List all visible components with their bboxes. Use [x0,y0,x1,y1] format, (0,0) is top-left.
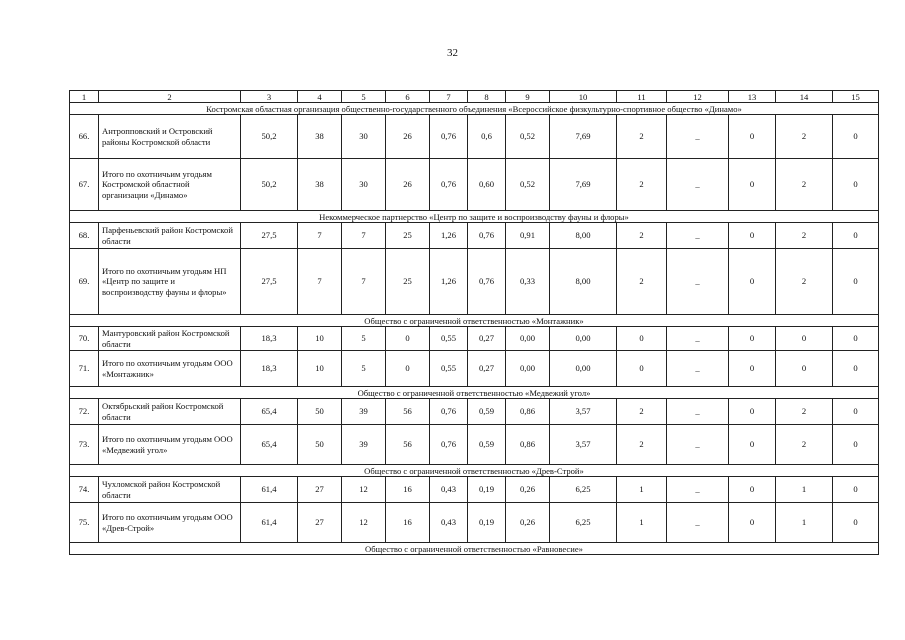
row-value: 7 [342,223,386,249]
row-value: 0 [386,327,430,351]
table-row [70,223,879,249]
row-value: 5 [342,351,386,387]
row-value: 0 [617,327,667,351]
row-value: 0,76 [430,399,468,425]
row-value: 0,55 [430,327,468,351]
row-value: 0,00 [550,327,617,351]
row-value: 0,76 [430,115,468,159]
row-value: 65,4 [241,425,298,465]
section-title-row [70,387,879,399]
row-value: 56 [386,399,430,425]
row-value: 2 [776,159,833,211]
row-value: 0 [833,351,879,387]
column-header: 4 [298,91,342,103]
column-header: 6 [386,91,430,103]
row-value: 0,26 [506,477,550,503]
row-value: 26 [386,159,430,211]
column-header: 14 [776,91,833,103]
row-value: 30 [342,115,386,159]
section-title: Общество с ограниченной ответственностью «Медвежий угол» [70,387,879,399]
row-value: 18,3 [241,351,298,387]
row-value: 2 [776,399,833,425]
row-value: 38 [298,159,342,211]
row-name: Мантуровский район Костромской области [99,327,241,351]
row-value: 0 [833,159,879,211]
row-value: 56 [386,425,430,465]
table-body [70,91,879,555]
row-value: 65,4 [241,399,298,425]
row-value: 0 [386,351,430,387]
row-value: 7,69 [550,159,617,211]
row-value: 30 [342,159,386,211]
row-value: 16 [386,503,430,543]
column-header: 9 [506,91,550,103]
row-name: Итого по охотничьим угодьям ООО «Древ-Строй» [99,503,241,543]
hunting-grounds-table [69,90,879,555]
row-value: 2 [776,249,833,315]
row-value: 0 [776,351,833,387]
row-value: 2 [617,223,667,249]
row-value: 0,19 [468,503,506,543]
section-title-row [70,543,879,555]
row-name: Парфеньевский район Костромской области [99,223,241,249]
row-value: 0 [729,327,776,351]
row-value: 1 [617,477,667,503]
row-value: 0 [776,327,833,351]
row-value: 2 [617,249,667,315]
row-value: 0,86 [506,425,550,465]
row-value: 2 [776,223,833,249]
row-value: 16 [386,477,430,503]
table-row [70,159,879,211]
row-value: 0,86 [506,399,550,425]
row-value: 0,76 [430,425,468,465]
row-value: 0,00 [550,351,617,387]
row-value: 50,2 [241,159,298,211]
column-header: 11 [617,91,667,103]
row-value: 2 [617,399,667,425]
row-value: 0,6 [468,115,506,159]
row-value: 1,26 [430,249,468,315]
row-value: 0 [833,115,879,159]
row-value: 0,26 [506,503,550,543]
row-value: _ [667,327,729,351]
row-value: 0 [617,351,667,387]
column-header: 1 [70,91,99,103]
row-value: 27 [298,477,342,503]
row-value: 0 [729,503,776,543]
row-value: 61,4 [241,503,298,543]
row-value: 6,25 [550,477,617,503]
row-value: _ [667,425,729,465]
row-value: 27,5 [241,249,298,315]
row-value: 10 [298,351,342,387]
row-value: 7,69 [550,115,617,159]
section-title-row [70,211,879,223]
row-value: 1,26 [430,223,468,249]
column-header-row [70,91,879,103]
column-header: 13 [729,91,776,103]
row-name: Итого по охотничьим угодьям НП «Центр по защите и воспроизводству фауны и флоры» [99,249,241,315]
row-value: 2 [617,159,667,211]
row-value: 0,00 [506,327,550,351]
section-title: Общество с ограниченной ответственностью «Равновесие» [70,543,879,555]
row-value: 0,76 [468,249,506,315]
row-value: 50 [298,399,342,425]
row-value: 0,60 [468,159,506,211]
row-number: 67. [70,159,99,211]
row-number: 68. [70,223,99,249]
row-value: 6,25 [550,503,617,543]
row-value: 0,43 [430,503,468,543]
row-value: 0,33 [506,249,550,315]
row-value: 1 [776,477,833,503]
row-number: 70. [70,327,99,351]
row-value: 2 [617,425,667,465]
row-value: 0 [729,351,776,387]
row-value: 0 [729,223,776,249]
row-value: 7 [298,249,342,315]
row-value: 0,19 [468,477,506,503]
row-value: 0 [729,159,776,211]
row-value: 0 [833,477,879,503]
row-value: 0 [833,503,879,543]
row-value: 50,2 [241,115,298,159]
table-row [70,503,879,543]
row-value: 1 [776,503,833,543]
row-value: 5 [342,327,386,351]
row-value: 18,3 [241,327,298,351]
row-value: 0 [833,327,879,351]
row-value: 0,59 [468,399,506,425]
row-value: 0 [729,115,776,159]
row-value: 39 [342,399,386,425]
column-header: 10 [550,91,617,103]
row-value: _ [667,115,729,159]
row-value: 1 [617,503,667,543]
row-value: 12 [342,503,386,543]
row-value: 61,4 [241,477,298,503]
table-row [70,351,879,387]
column-header: 8 [468,91,506,103]
row-value: _ [667,399,729,425]
row-value: 26 [386,115,430,159]
row-value: 0,55 [430,351,468,387]
row-number: 71. [70,351,99,387]
row-name: Антропповский и Островский районы Костромской области [99,115,241,159]
row-number: 74. [70,477,99,503]
row-value: 0,27 [468,327,506,351]
row-value: 0,76 [468,223,506,249]
row-name: Итого по охотничьим угодьям ООО «Монтажник» [99,351,241,387]
row-value: 8,00 [550,249,617,315]
row-value: _ [667,351,729,387]
row-value: 27 [298,503,342,543]
column-header: 12 [667,91,729,103]
table-row [70,425,879,465]
row-name: Октябрьский район Костромской области [99,399,241,425]
row-value: 0,27 [468,351,506,387]
row-value: _ [667,503,729,543]
row-name: Итого по охотничьим угодьям Костромской областной организации «Динамо» [99,159,241,211]
section-title: Некоммерческое партнерство «Центр по защите и воспроизводству фауны и флоры» [70,211,879,223]
row-value: 50 [298,425,342,465]
row-value: 10 [298,327,342,351]
row-value: 0 [729,425,776,465]
row-value: 0,59 [468,425,506,465]
table-row [70,477,879,503]
row-value: 0 [833,249,879,315]
row-number: 69. [70,249,99,315]
table-row [70,249,879,315]
row-value: 0,91 [506,223,550,249]
row-value: 0,52 [506,115,550,159]
row-value: 2 [617,115,667,159]
row-value: 0 [833,223,879,249]
row-value: 0 [729,399,776,425]
row-value: _ [667,159,729,211]
row-value: 39 [342,425,386,465]
row-value: _ [667,223,729,249]
table-row [70,115,879,159]
row-value: 0,00 [506,351,550,387]
row-name: Чухломской район Костромской области [99,477,241,503]
row-value: _ [667,249,729,315]
table-row [70,399,879,425]
row-value: 0,52 [506,159,550,211]
column-header: 7 [430,91,468,103]
row-name: Итого по охотничьим угодьям ООО «Медвежий угол» [99,425,241,465]
row-value: 7 [298,223,342,249]
page-number: 32 [447,47,458,59]
row-value: 2 [776,115,833,159]
column-header: 3 [241,91,298,103]
section-title-row [70,315,879,327]
row-value: 0 [729,249,776,315]
row-number: 66. [70,115,99,159]
section-title: Костромская областная организация общественно-государственного объединения «Всероссийское физкультурно-спортивное общество «Динамо» [70,103,879,115]
row-value: 25 [386,249,430,315]
row-value: 0,76 [430,159,468,211]
section-title: Общество с ограниченной ответственностью «Древ-Строй» [70,465,879,477]
row-number: 73. [70,425,99,465]
row-value: 12 [342,477,386,503]
column-header: 15 [833,91,879,103]
row-value: 38 [298,115,342,159]
column-header: 2 [99,91,241,103]
section-title-row [70,103,879,115]
row-value: 7 [342,249,386,315]
row-value: 0,43 [430,477,468,503]
row-value: 3,57 [550,399,617,425]
column-header: 5 [342,91,386,103]
row-value: 25 [386,223,430,249]
row-value: 0 [833,425,879,465]
row-value: 3,57 [550,425,617,465]
row-value: 2 [776,425,833,465]
row-value: 27,5 [241,223,298,249]
row-value: 0 [833,399,879,425]
row-value: 8,00 [550,223,617,249]
table-row [70,327,879,351]
row-value: _ [667,477,729,503]
row-number: 75. [70,503,99,543]
section-title: Общество с ограниченной ответственностью «Монтажник» [70,315,879,327]
row-number: 72. [70,399,99,425]
section-title-row [70,465,879,477]
row-value: 0 [729,477,776,503]
